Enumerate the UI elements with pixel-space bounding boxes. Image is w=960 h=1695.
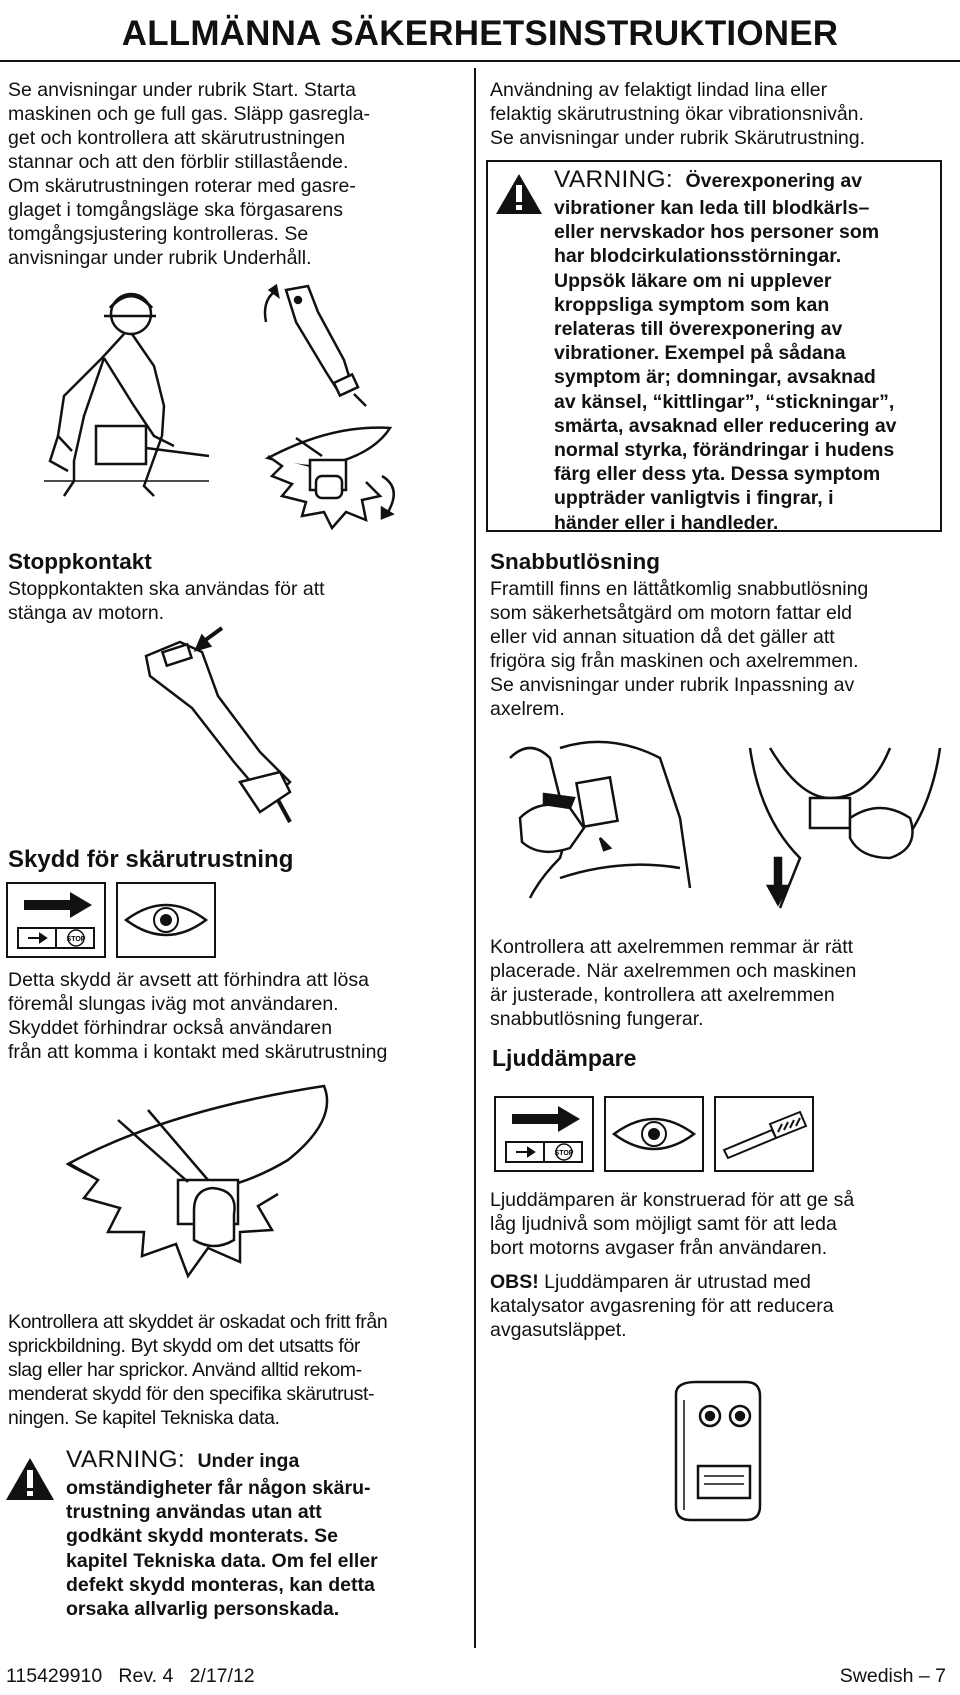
- muffler-text: Ljuddämparen är konstruerad för att ge så låg ljudnivå som möjligt samt för att leda bort motorns avgaser från användaren.: [490, 1189, 855, 1259]
- vibration-warning-block: [486, 160, 942, 532]
- stop-switch-handle-illustration: [140, 632, 340, 832]
- cutting-head-illustration: [262, 416, 412, 538]
- warning-label: VARNING:: [66, 1446, 186, 1473]
- warning-lead: Överexponering av: [685, 170, 863, 192]
- wire-brush-icon: [716, 1098, 812, 1170]
- operator-illustration: [44, 286, 214, 506]
- warning-triangle-icon: [494, 172, 544, 216]
- warning-text: vibrationer kan leda till blodkärls– eller nervskador hos personer som har blodcirkulationsstörningar. Uppsök läkare om ni upplever kroppsliga symptom som kan relateras till överexponering av vibrationer. Exempel på sådana symptom är; domningar, avsaknad av känsel, “kittlingar”, “stickningar”, smärta, avsaknad eller reducering av normal styrka, förändringar i hudens färg eller dess yta. Dessa symptom uppträder vanligtvis i fingrar, i händer eller i handleder.: [554, 197, 897, 534]
- read-manual-stop-symbol: [6, 882, 106, 958]
- arrow-right-icon: [496, 1098, 592, 1170]
- throttle-handle-illustration: [256, 282, 386, 408]
- warning-lead: Under inga: [197, 1450, 300, 1472]
- warning-triangle-icon: [4, 1456, 56, 1502]
- guard-check-text: Kontrollera att skyddet är oskadat och fritt från sprickbildning. Byt skydd om det utsatts för slag eller har sprickor. Använd alltid rekom- menderat skydd för den specifika skärutrust- ningen. Se kapitel Tekniska data.: [8, 1311, 388, 1429]
- guard-text: Detta skydd är avsett att förhindra att lösa föremål slungas iväg mot användaren. Skyddet förhindrar också användaren från att komma i kontakt med skärutrustning: [8, 969, 388, 1063]
- arrow-right-icon: [8, 884, 104, 956]
- eye-protection-symbol: [116, 882, 216, 958]
- intro-paragraph: Se anvisningar under rubrik Start. Starta maskinen och ge full gas. Släpp gasregla- get och kontrollera att skärutrustningen stannar och att den förblir stillastående. Om skärutrustningen roterar med gasre- glaget i tomgångsläge ska förgasarens tomgångsjustering kontrolleras. Se anvisningar under rubrik Underhåll.: [8, 79, 371, 269]
- harness-check-text: Kontrollera att axelremmen remmar är rätt placerade. När axelremmen och maskinen är justerade, kontrollera att axelremmen snabbutlösning fungerar.: [490, 936, 857, 1030]
- harness-release-illustration: [500, 738, 700, 900]
- eye-icon: [118, 884, 214, 956]
- obs-label: OBS!: [490, 1271, 539, 1293]
- guard-heading: Skydd för skärutrustning: [8, 846, 294, 873]
- harness-fit-illustration: [740, 738, 950, 910]
- brush-symbol: [714, 1096, 814, 1172]
- read-manual-stop-symbol: [494, 1096, 594, 1172]
- warning-label: VARNING:: [554, 166, 674, 193]
- muffler-heading: Ljuddämpare: [492, 1045, 637, 1071]
- title-rule: [0, 60, 960, 62]
- eye-protection-symbol: [604, 1096, 704, 1172]
- stop-switch-text: Stoppkontakten ska användas för att stänga av motorn.: [8, 578, 325, 624]
- obs-text: Ljuddämparen är utrustad med katalysator avgasrening för att reducera avgasutsläppet.: [490, 1271, 834, 1341]
- footer-document-number: 115429910 Rev. 4 2/17/12: [6, 1665, 255, 1687]
- stop-switch-heading: Stoppkontakt: [8, 549, 152, 574]
- guard-illustration: [58, 1080, 358, 1300]
- guard-warning-block: [4, 1446, 460, 1630]
- obs-note: [490, 1270, 955, 1342]
- vibration-text: Användning av felaktigt lindad lina eller felaktig skärutrustning ökar vibrationsnivån. Se anvisningar under rubrik Skärutrustning.: [490, 79, 866, 149]
- eye-icon: [606, 1098, 702, 1170]
- muffler-illustration: [666, 1380, 766, 1522]
- column-divider: [474, 68, 476, 1648]
- warning-text: omständigheter får någon skäru- trustning användas utan att godkänt skydd monterats. Se kapitel Tekniska data. Om fel eller defekt skydd monteras, kan detta orsaka allvarlig personskada.: [66, 1477, 378, 1621]
- page-title: ALLMÄNNA SÄKERHETSINSTRUKTIONER: [121, 14, 839, 53]
- quick-release-heading: Snabbutlösning: [490, 549, 660, 574]
- quick-release-text: Framtill finns en lättåtkomlig snabbutlösning som säkerhetsåtgärd om motorn fattar eld eller vid annan situation då det gäller att frigöra sig från maskinen och axelremmen. Se anvisningar under rubrik Inpassning av axelrem.: [490, 578, 869, 720]
- footer-page-label: Swedish – 7: [839, 1665, 946, 1687]
- stop-icon-label: STOP: [554, 1150, 574, 1157]
- stop-icon-label: STOP: [66, 936, 86, 943]
